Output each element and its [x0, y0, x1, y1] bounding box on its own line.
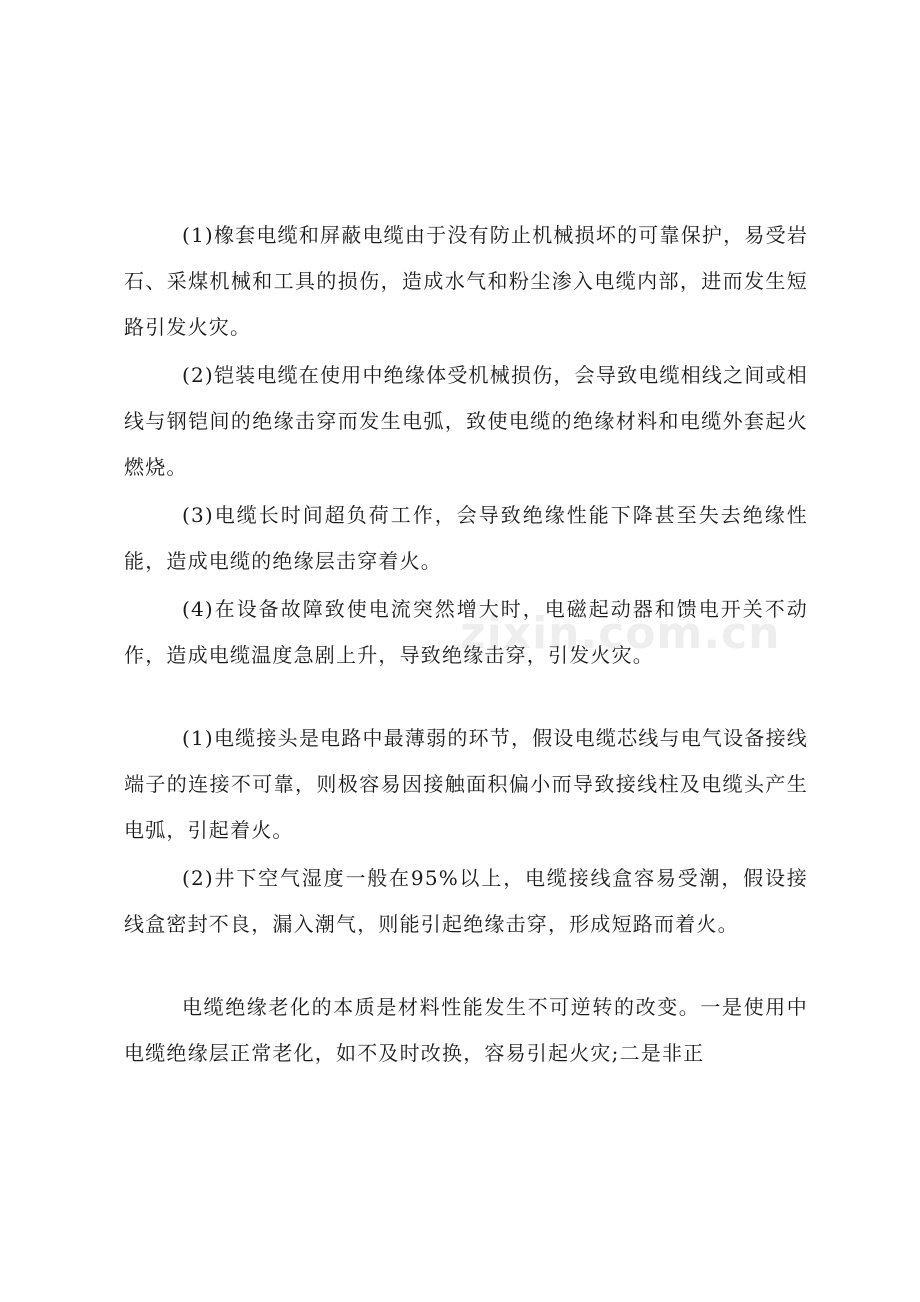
document-body: [124, 212, 808, 1076]
paragraph-2: (2)铠装电缆在使用中绝缘体受机械损伤，会导致电缆相线之间或相线与钢铠间的绝缘击穿而发生电弧，致使电缆的绝缘材料和电缆外套起火燃烧。: [124, 363, 808, 479]
section-gap: [124, 678, 808, 715]
paragraph-7: 电缆绝缘老化的本质是材料性能发生不可逆转的改变。一是使用中电缆绝缘层正常老化，如不及时改换，容易引起火灾;二是非正: [124, 995, 808, 1065]
watermark-text: zixin.com.cn: [460, 608, 781, 659]
paragraph-3: (3)电缆长时间超负荷工作，会导致绝缘性能下降甚至失去绝缘性能，造成电缆的绝缘层击穿着火。: [124, 503, 808, 573]
paragraph-4: (4)在设备故障致使电流突然增大时，电磁起动器和馈电开关不动作，造成电缆温度急剧上升，导致绝缘击穿，引发火灾。: [124, 597, 808, 667]
paragraph-6: (2)井下空气湿度一般在95%以上，电缆接线盒容易受潮，假设接线盒密封不良，漏入潮气，则能引起绝缘击穿，形成短路而着火。: [124, 866, 808, 936]
section-gap: [124, 947, 808, 984]
paragraph-1: (1)橡套电缆和屏蔽电缆由于没有防止机械损坏的可靠保护，易受岩石、采煤机械和工具的损伤，造成水气和粉尘渗入电缆内部，进而发生短路引发火灾。: [124, 223, 808, 339]
paragraph-5: (1)电缆接头是电路中最薄弱的环节，假设电缆芯线与电气设备接线端子的连接不可靠，则极容易因接触面积偏小而导致接线柱及电缆头产生电弧，引起着火。: [124, 726, 808, 842]
